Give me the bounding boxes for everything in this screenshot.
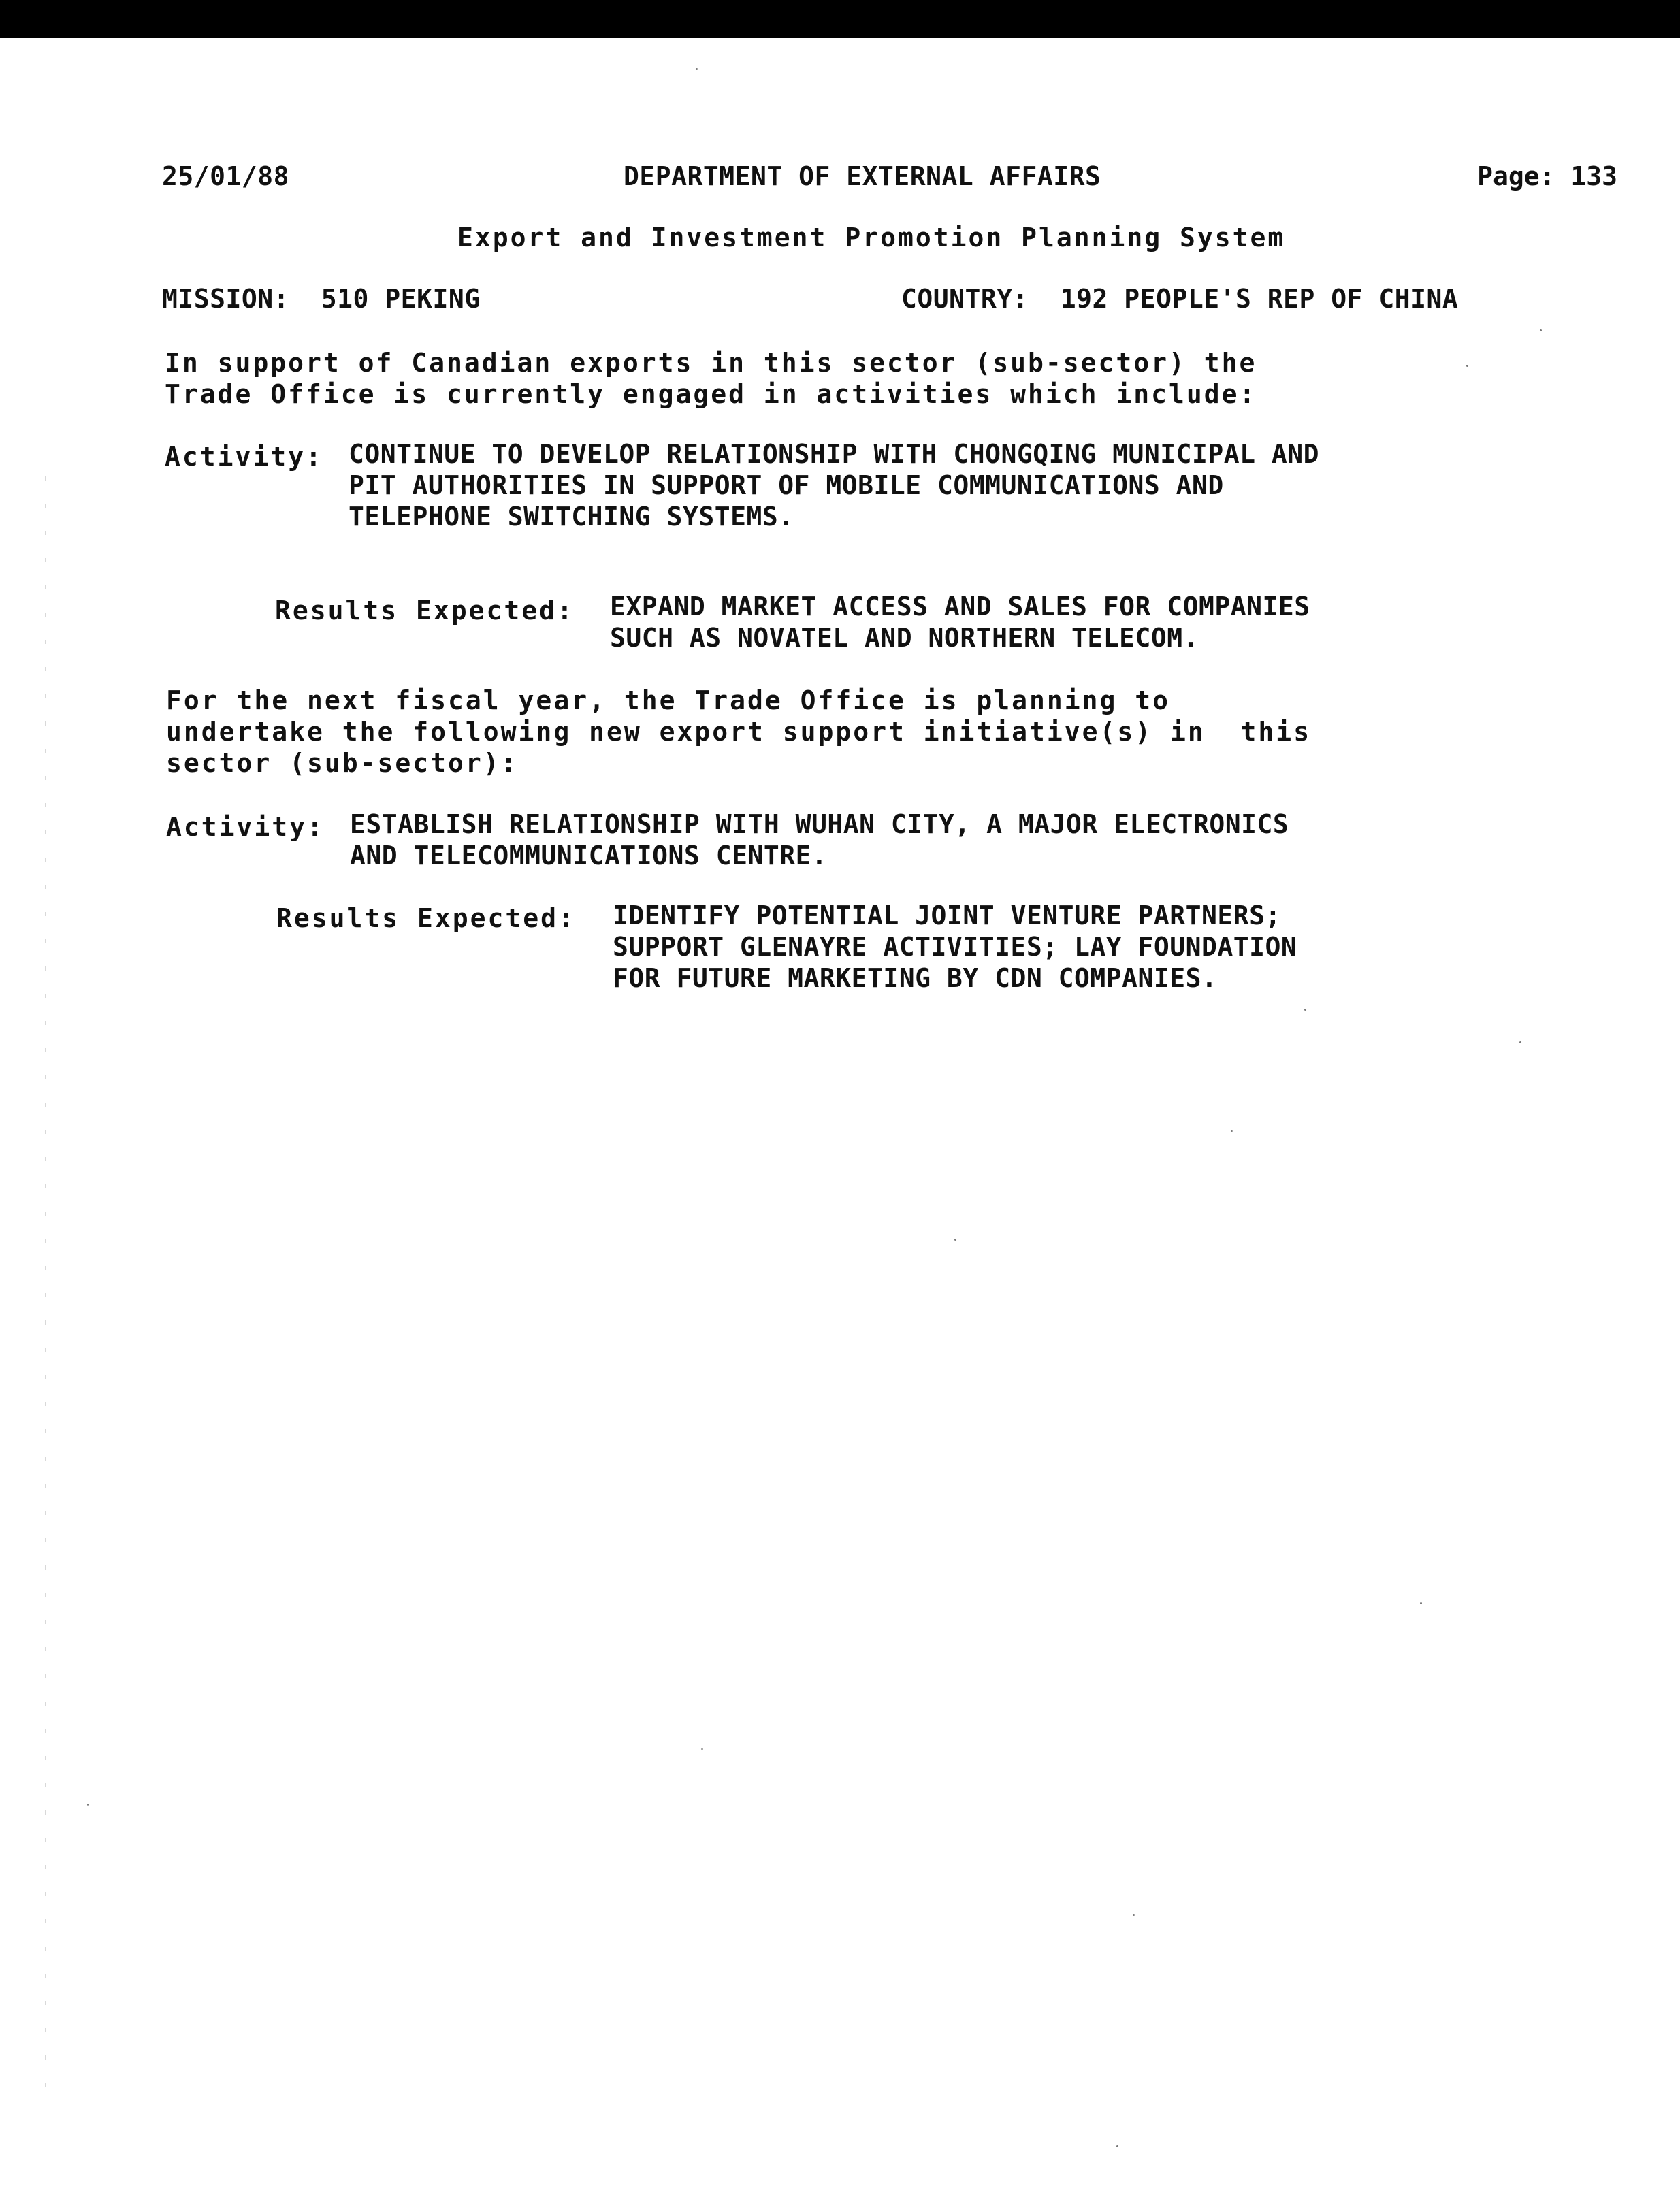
scan-speck <box>701 1748 703 1750</box>
next-activity-line: ESTABLISH RELATIONSHIP WITH WUHAN CITY, A MAJOR ELECTRONICS <box>350 809 1289 839</box>
mission-line <box>162 283 481 314</box>
scan-speck <box>1519 1041 1521 1043</box>
mission-label: MISSION: <box>162 284 290 314</box>
scan-speck <box>696 68 698 70</box>
current-results-label: Results Expected: <box>275 596 575 625</box>
system-title: Export and Investment Promotion Planning System <box>457 223 1286 253</box>
next-activity-line: AND TELECOMMUNICATIONS CENTRE. <box>350 841 828 871</box>
next-intro-line: sector (sub-sector): <box>166 748 519 778</box>
current-results-line: SUCH AS NOVATEL AND NORTHERN TELECOM. <box>610 623 1199 653</box>
page-indicator <box>1477 161 1617 192</box>
scan-speck <box>1116 2145 1118 2147</box>
next-activity-label: Activity: <box>166 812 325 842</box>
current-results-line: EXPAND MARKET ACCESS AND SALES FOR COMPANIES <box>610 591 1310 621</box>
report-date: 25/01/88 <box>162 161 290 191</box>
page-number: 133 <box>1570 161 1617 191</box>
country-value: 192 PEOPLE'S REP OF CHINA <box>1060 284 1459 314</box>
mission-value: 510 PEKING <box>321 284 481 314</box>
scan-speck <box>87 1804 89 1806</box>
current-intro-line: In support of Canadian exports in this sector (sub-sector) the <box>165 348 1257 378</box>
page-label: Page: <box>1477 161 1555 191</box>
country-line <box>901 283 1458 314</box>
next-results-line: SUPPORT GLENAYRE ACTIVITIES; LAY FOUNDATION <box>613 932 1297 962</box>
scan-speck <box>1304 1009 1306 1011</box>
next-results-line: FOR FUTURE MARKETING BY CDN COMPANIES. <box>613 963 1218 993</box>
current-activity-label: Activity: <box>165 442 323 472</box>
scan-speck <box>1420 1602 1422 1604</box>
next-intro-line: undertake the following new export support initiative(s) in this <box>166 717 1312 747</box>
next-intro-line: For the next fiscal year, the Trade Office is planning to <box>166 685 1171 715</box>
scan-speck <box>1540 329 1542 331</box>
current-intro-line: Trade Office is currently engaged in activities which include: <box>165 379 1257 409</box>
current-activity-line: TELEPHONE SWITCHING SYSTEMS. <box>349 502 794 532</box>
scan-speck <box>954 1239 956 1241</box>
current-activity-line: CONTINUE TO DEVELOP RELATIONSHIP WITH CHONGQING MUNICIPAL AND <box>349 439 1320 469</box>
scan-speck <box>1133 1914 1135 1916</box>
scan-speck <box>1466 365 1468 367</box>
next-results-label: Results Expected: <box>276 903 576 933</box>
scan-speck <box>1231 1130 1233 1132</box>
country-label: COUNTRY: <box>901 284 1029 314</box>
department-title: DEPARTMENT OF EXTERNAL AFFAIRS <box>624 161 1101 191</box>
next-results-line: IDENTIFY POTENTIAL JOINT VENTURE PARTNERS; <box>613 900 1281 930</box>
current-activity-line: PIT AUTHORITIES IN SUPPORT OF MOBILE COMMUNICATIONS AND <box>349 470 1224 500</box>
